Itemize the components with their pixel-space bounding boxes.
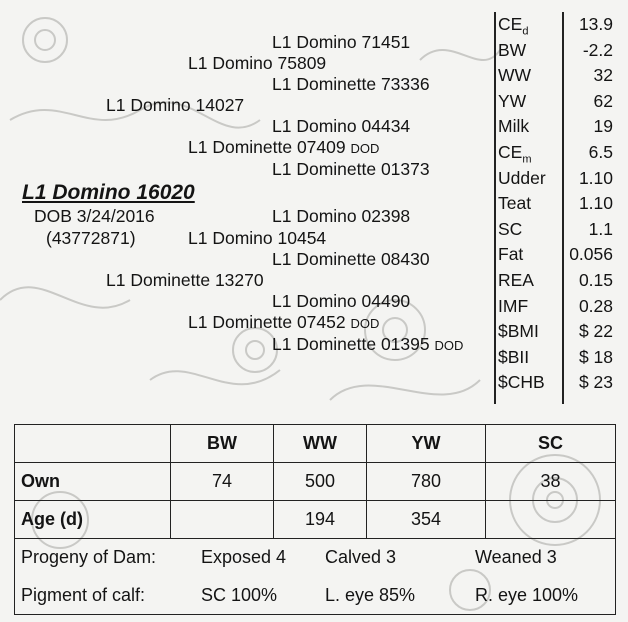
header-sc: SC: [486, 425, 616, 463]
pedigree-sire-sire-dam: L1 Dominette 73336: [272, 74, 430, 94]
epd-row: [494, 114, 616, 138]
epd-label: $CE_m$: [498, 142, 532, 166]
epd-value: $ 22: [578, 321, 613, 342]
animal-registration: (43772871): [46, 228, 136, 248]
dod-tag: DOD: [350, 316, 380, 331]
epd-row: [494, 38, 616, 62]
header-blank: [15, 425, 171, 463]
epd-value: 13.9: [578, 14, 613, 34]
header-bw: BW: [171, 425, 274, 463]
epd-value: 0.28: [578, 295, 613, 316]
performance-table: [14, 424, 616, 539]
pedigree-sire-dam-sire: L1 Domino 04434: [272, 116, 411, 136]
epd-label: Fat: [498, 244, 524, 265]
pedigree-sire-dam-dam: L1 Dominette 01373: [272, 159, 430, 179]
epd-label: IMF: [498, 295, 529, 316]
pedigree-dam: L1 Dominette 13270: [106, 270, 264, 290]
progeny-calved: Calved 3: [325, 547, 397, 567]
pedigree-dam-dam-dam: L1 Dominette 01395 DOD: [272, 334, 464, 354]
progeny-pigment-box: [14, 538, 616, 615]
cell-yw: 780: [367, 463, 486, 501]
epd-label: $CE_d$: [498, 14, 529, 38]
cell-yw: 354: [367, 501, 486, 539]
dod-tag: DOD: [434, 338, 464, 353]
epd-label: $CHB: [498, 372, 545, 393]
performance-row-own: [15, 463, 616, 501]
cell-ww: 500: [274, 463, 367, 501]
dod-tag: DOD: [350, 141, 380, 156]
pedigree-sire-dam: L1 Dominette 07409 DOD: [188, 137, 380, 157]
performance-header-row: [15, 425, 616, 463]
epd-value: 0.15: [578, 270, 613, 290]
epd-value: 32: [593, 65, 613, 86]
row-label: Own: [15, 463, 171, 501]
pedigree-dam-dam: L1 Dominette 07452 DOD: [188, 312, 380, 332]
epd-row: [494, 319, 616, 343]
cell-bw: 74: [171, 463, 274, 501]
epd-label: $BII: [498, 346, 530, 367]
epd-row: [494, 12, 616, 36]
epd-row: [494, 217, 616, 241]
epd-row: [494, 89, 616, 113]
pigment-sc: SC 100%: [201, 585, 278, 605]
epd-label: REA: [498, 270, 534, 290]
progeny-label: Progeny of Dam:: [21, 547, 157, 567]
progeny-weaned: Weaned 3: [475, 547, 557, 567]
header-ww: WW: [274, 425, 367, 463]
epd-row: [494, 268, 616, 292]
cell-bw: [171, 501, 274, 539]
header-yw: YW: [367, 425, 486, 463]
epd-table: [494, 12, 616, 404]
epd-label: Teat: [498, 193, 532, 214]
epd-value: 62: [593, 90, 613, 111]
epd-value: 19: [593, 116, 613, 137]
pigment-right-eye: R. eye 100%: [475, 585, 579, 605]
epd-label: Udder: [498, 167, 546, 188]
epd-row: [494, 345, 616, 369]
epd-value: 1.10: [578, 167, 613, 188]
epd-label: Milk: [498, 116, 530, 137]
pedigree-dam-dam-sire: L1 Domino 04490: [272, 291, 411, 311]
epd-row: [494, 63, 616, 87]
performance-row-age: [15, 501, 616, 539]
epd-row: [494, 370, 616, 394]
epd-label: BW: [498, 39, 527, 60]
pigment-left-eye: L. eye 85%: [325, 585, 416, 605]
pedigree-dam-sire-sire: L1 Domino 02398: [272, 206, 411, 226]
cell-sc: 38: [486, 463, 616, 501]
epd-value: $ 23: [578, 372, 613, 393]
epd-label: $BMI: [498, 321, 539, 342]
animal-dob: DOB 3/24/2016: [34, 206, 155, 226]
progeny-exposed: Exposed 4: [201, 547, 287, 567]
animal-name: L1 Domino 16020: [22, 181, 195, 204]
pedigree-sire-sire-sire: L1 Domino 71451: [272, 32, 411, 52]
row-label: Age (d): [15, 501, 171, 539]
pedigree-dam-sire: L1 Domino 10454: [188, 228, 327, 248]
epd-row: [494, 140, 616, 164]
pedigree-sire: L1 Domino 14027: [106, 95, 245, 115]
epd-label: SC: [498, 218, 523, 239]
pedigree-dam-sire-dam: L1 Dominette 08430: [272, 249, 430, 269]
epd-value: 0.056: [569, 244, 613, 265]
epd-label: WW: [498, 65, 532, 86]
cell-sc: [486, 501, 616, 539]
epd-label: YW: [498, 90, 527, 111]
cell-ww: 194: [274, 501, 367, 539]
epd-row: [494, 242, 616, 266]
pedigree-sire-sire: L1 Domino 75809: [188, 53, 327, 73]
epd-value: 6.5: [588, 142, 613, 162]
pigment-label: Pigment of calf:: [21, 585, 146, 605]
epd-value: 1.1: [588, 218, 613, 239]
epd-row: [494, 294, 616, 318]
epd-value: 1.10: [578, 193, 613, 214]
epd-value: -2.2: [582, 39, 613, 60]
epd-row: [494, 191, 616, 215]
epd-row: [494, 166, 616, 190]
epd-value: $ 18: [578, 346, 613, 367]
